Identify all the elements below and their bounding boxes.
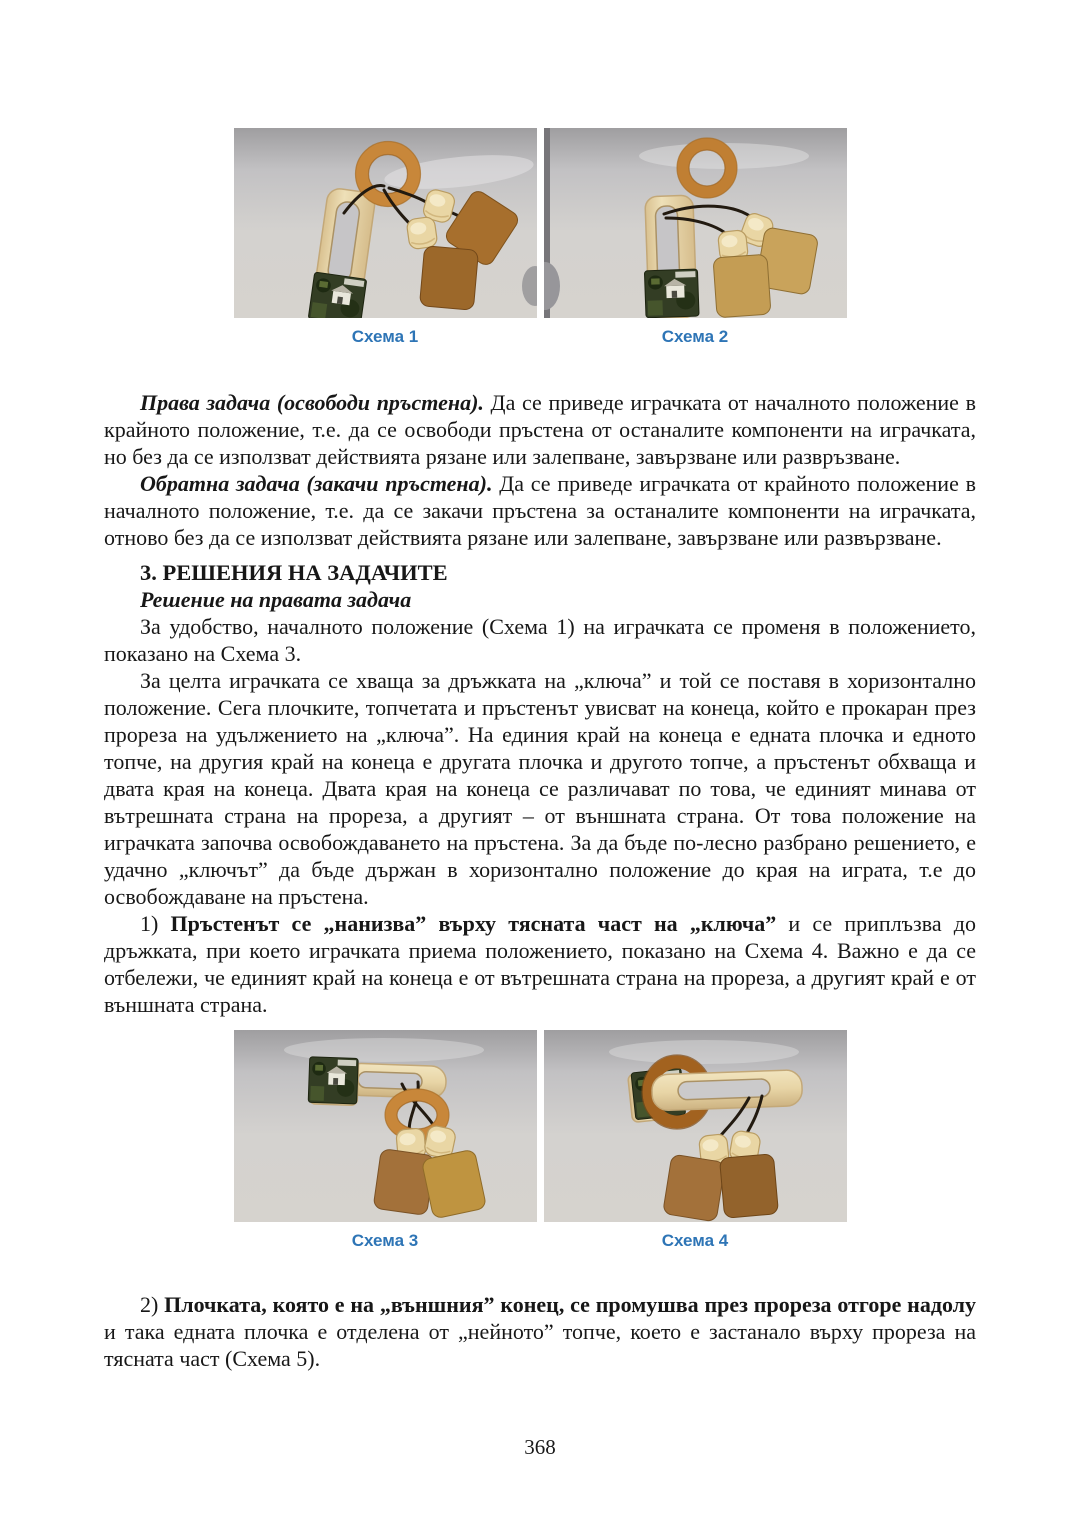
paragraph-text: и се приплъзва до дръжката, при което играчката приема положението, показано на Схема 4. Важно е да се отбележи, че единият край на конеца е от вътрешната страна на прореза, а другият край е от външната страна. bbox=[104, 911, 977, 1017]
section-subheading: Решение на правата задача bbox=[140, 587, 412, 612]
figure-row-top bbox=[104, 128, 976, 347]
step-number: 2) bbox=[140, 1292, 165, 1317]
schema-3-figure bbox=[234, 1030, 537, 1251]
paragraph-convenience: За удобство, началното положение (Схема 1) на играчката се променя в положението, показано на Схема 3. bbox=[104, 614, 976, 666]
schema-3-photo bbox=[234, 1030, 537, 1222]
paragraph-text: и така едната плочка е отделена от „нейното” топче, което е застанало върху прореза на тясната част (Схема 5). bbox=[104, 1319, 976, 1371]
step-number: 1) bbox=[140, 911, 171, 936]
schema-2-figure bbox=[544, 128, 847, 347]
paragraph-text: Да се приведе играчката от крайното положение в началното положение, т.е. да се закачи пръстена за останалите компоненти на играчката, отново без да се използват действията рязане или залепване, завързване или развързване. bbox=[104, 471, 976, 550]
schema-2-photo bbox=[544, 128, 847, 318]
schema-1-photo bbox=[234, 128, 537, 318]
figure-caption: Схема 4 bbox=[661, 1231, 729, 1250]
toy-key bbox=[651, 1070, 802, 1111]
page-content bbox=[104, 0, 976, 1372]
paragraph-direct-task bbox=[104, 389, 976, 470]
schema-4-figure bbox=[544, 1030, 847, 1251]
paragraph-inverse-task bbox=[104, 470, 976, 551]
section-heading: 3. РЕШЕНИЯ НА ЗАДАЧИТЕ bbox=[140, 560, 448, 585]
paragraph-setup: За целта играчката се хваща за дръжката на „ключа” и той се поставя в хоризонтално положение. Сега плочките, топчетата и пръстенът увисват на конеца, който е прокаран през прореза на удължението на „ключа”. На единия край на конеца е едната плочка и едното топче, на другия край на конеца е другата плочка и другото топче, а пръстенът обхваща и двата края на конеца. Двата края на конеца се различават по това, че единият минава от вътрешната страна на прореза, а другият – от външната страна. От това положение на играчката започва освобождаването на пръстена. За да бъде по-лесно разбрано решението, е удачно „ключът” да бъде държан в хоризонтално положение до края на играта, т.е до освобождаване на пръстена. bbox=[104, 668, 976, 909]
figure-row-bottom bbox=[104, 1030, 976, 1251]
paragraph-text: Да се приведе играчката от началното положение в крайното положение, т.е. да се освободи пръстена от останалите компоненти на играчката, но без да се използват действията рязане или залепване, завързване или развръзване. bbox=[104, 390, 976, 469]
schema-4-photo bbox=[544, 1030, 847, 1222]
paragraph-step-1 bbox=[104, 910, 976, 1018]
toy-key bbox=[641, 195, 698, 318]
figure-caption: Схема 1 bbox=[351, 327, 419, 346]
figure-caption: Схема 2 bbox=[661, 327, 729, 346]
paragraph-lead: Обратна задача (закачи пръстена). bbox=[140, 471, 493, 496]
step-bold-text: Пръстенът се „нанизва” върху тясната част на „ключа” bbox=[170, 911, 777, 936]
page-number: 368 bbox=[524, 1435, 556, 1459]
figure-caption: Схема 3 bbox=[351, 1231, 419, 1250]
schema-1-figure bbox=[234, 128, 537, 347]
paragraph-step-2 bbox=[104, 1291, 976, 1372]
step-bold-text: Плочката, която е на „външния” конец, се промушва през прореза отгоре надолу bbox=[164, 1292, 976, 1317]
paragraph-lead: Права задача (освободи пръстена). bbox=[140, 390, 484, 415]
